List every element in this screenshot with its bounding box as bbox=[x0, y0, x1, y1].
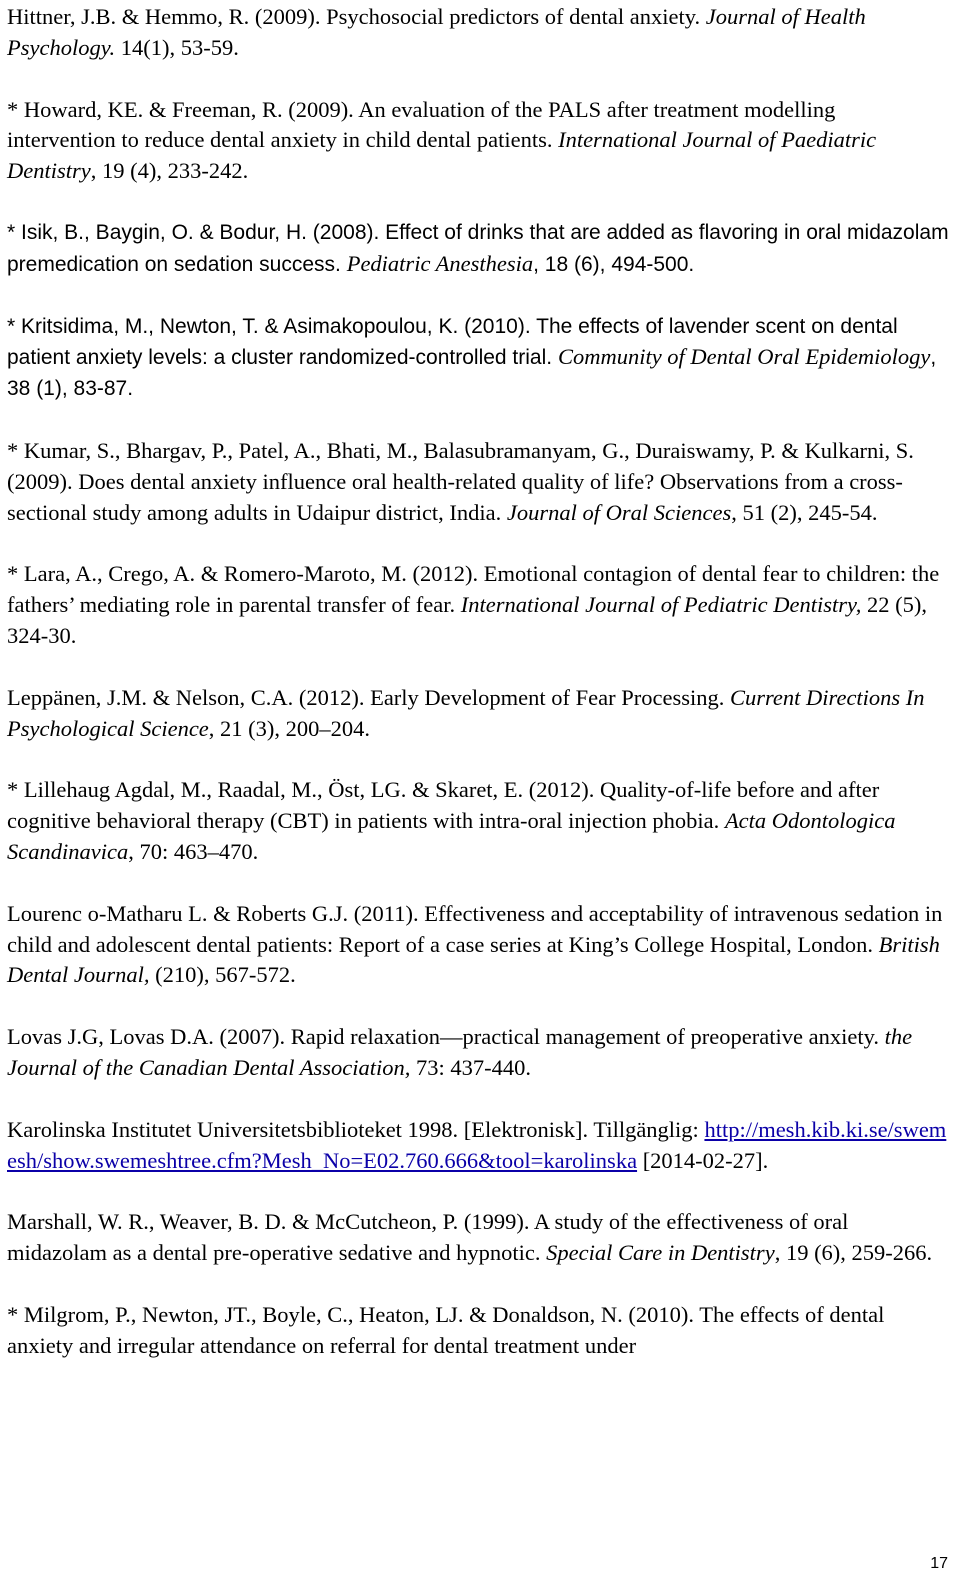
reference-text: 14(1), 53-59. bbox=[115, 34, 239, 60]
reference-text: , 70: 463–470. bbox=[128, 838, 259, 864]
reference-entry bbox=[7, 1115, 949, 1177]
reference-text: * Howard, KE. & Freeman, R. (2009). An evaluation of the PALS after treatment modelling intervention to reduce dental anxiety in child dental patients. bbox=[7, 96, 836, 153]
reference-list bbox=[7, 2, 949, 1393]
reference-text: , 21 (3), 200–204. bbox=[208, 715, 371, 741]
reference-text: (210), 567-572. bbox=[149, 962, 296, 988]
reference-text: , 51 (2), 245-54. bbox=[731, 499, 878, 525]
reference-entry bbox=[7, 218, 949, 281]
reference-url-link[interactable]: http://mesh.kib.ki.se/swemesh/show.swemeshtree.cfm?Mesh_No=E02.760.666&tool=karolinska bbox=[7, 1116, 947, 1173]
reference-text: * Isik, B., Baygin, O. & Bodur, H. (2008). Effect of drinks that are added as flavoring in oral midazolam premedication on sedation success. bbox=[7, 220, 949, 276]
journal-title: Acta Odontologica Scandinavica bbox=[7, 808, 896, 864]
reference-entry bbox=[7, 2, 949, 64]
journal-title: Community of Dental Oral Epidemiology bbox=[557, 344, 931, 370]
reference-text: , 19 (6), 259-266. bbox=[774, 1240, 933, 1266]
reference-entry bbox=[7, 683, 949, 745]
reference-entry bbox=[7, 436, 949, 528]
reference-text: * Lara, A., Crego, A. & Romero-Maroto, M. (2012). Emotional contagion of dental fear to children: the fathers’ mediating role in parental transfer of fear. bbox=[7, 561, 940, 618]
reference-text: 73: 437-440. bbox=[410, 1054, 531, 1080]
reference-text: Lovas J.G, Lovas D.A. (2007). Rapid relaxation—practical management of preoperative anxiety. bbox=[7, 1024, 885, 1050]
reference-text: * Milgrom, P., Newton, JT., Boyle, C., Heaton, LJ. & Donaldson, N. (2010). The effects of dental anxiety and irregular attendance on referral for dental treatment under bbox=[7, 1301, 885, 1358]
reference-text: , 19 (4), 233-242. bbox=[90, 158, 249, 184]
journal-title: Pediatric Anesthesia bbox=[346, 250, 534, 276]
reference-entry bbox=[7, 1207, 949, 1269]
reference-text: Hittner, J.B. & Hemmo, R. (2009). Psychosocial predictors of dental anxiety. bbox=[7, 4, 706, 29]
journal-title: British Dental Journal, bbox=[7, 931, 940, 988]
reference-entry bbox=[7, 775, 949, 867]
page-number: 17 bbox=[930, 1555, 948, 1572]
reference-text: * Kumar, S., Bhargav, P., Patel, A., Bhati, M., Balasubramanyam, G., Duraiswamy, P. & Kulkarni, S. (2009). Does dental anxiety influence oral health-related quality of life? Observations from a cross-sectional study among adults in Udaipur district, India. bbox=[7, 437, 914, 525]
reference-text: [2014-02-27]. bbox=[637, 1147, 769, 1173]
reference-text: Leppänen, J.M. & Nelson, C.A. (2012). Early Development of Fear Processing. bbox=[7, 684, 730, 710]
reference-entry bbox=[7, 312, 949, 405]
journal-title: International Journal of Pediatric Dentistry, bbox=[460, 592, 862, 618]
reference-entry bbox=[7, 1022, 949, 1084]
reference-entry bbox=[7, 899, 949, 991]
journal-title: Current Directions In Psychological Science bbox=[7, 684, 925, 741]
reference-text: Marshall, W. R., Weaver, B. D. & McCutcheon, P. (1999). A study of the effectiveness of oral midazolam as a dental pre-operative sedative and hypnotic. bbox=[7, 1209, 849, 1266]
journal-title: the Journal of the Canadian Dental Association, bbox=[7, 1024, 913, 1080]
reference-entry bbox=[7, 559, 949, 651]
reference-text: * Lillehaug Agdal, M., Raadal, M., Öst, LG. & Skaret, E. (2012). Quality-of-life before and after cognitive behavioral therapy (CBT) in patients with intra-oral injection phobia. bbox=[7, 777, 880, 834]
reference-text: Karolinska Institutet Universitetsbiblioteket 1998. [Elektronisk]. Tillgänglig: bbox=[7, 1116, 705, 1142]
journal-title: International Journal of Paediatric Dentistry bbox=[7, 127, 877, 184]
reference-text: Lourenc o-Matharu L. & Roberts G.J. (2011). Effectiveness and acceptability of intravenous sedation in child and adolescent dental patients: Report of a case series at King’s College Hospital, London. bbox=[7, 900, 943, 957]
journal-title: Journal of Oral Sciences bbox=[506, 499, 732, 525]
reference-text: , 38 (1), 83-87. bbox=[7, 346, 937, 401]
reference-text: 22 (5), 324-30. bbox=[7, 592, 927, 648]
journal-title: Special Care in Dentistry bbox=[546, 1240, 775, 1266]
journal-title: Journal of Health Psychology. bbox=[7, 4, 866, 60]
reference-entry bbox=[7, 1300, 949, 1362]
reference-entry bbox=[7, 95, 949, 187]
reference-text: * Kritsidima, M., Newton, T. & Asimakopoulou, K. (2010). The effects of lavender scent on dental patient anxiety levels: a cluster randomized-controlled trial. bbox=[7, 314, 898, 370]
reference-text: , 18 (6), 494-500. bbox=[533, 252, 695, 276]
